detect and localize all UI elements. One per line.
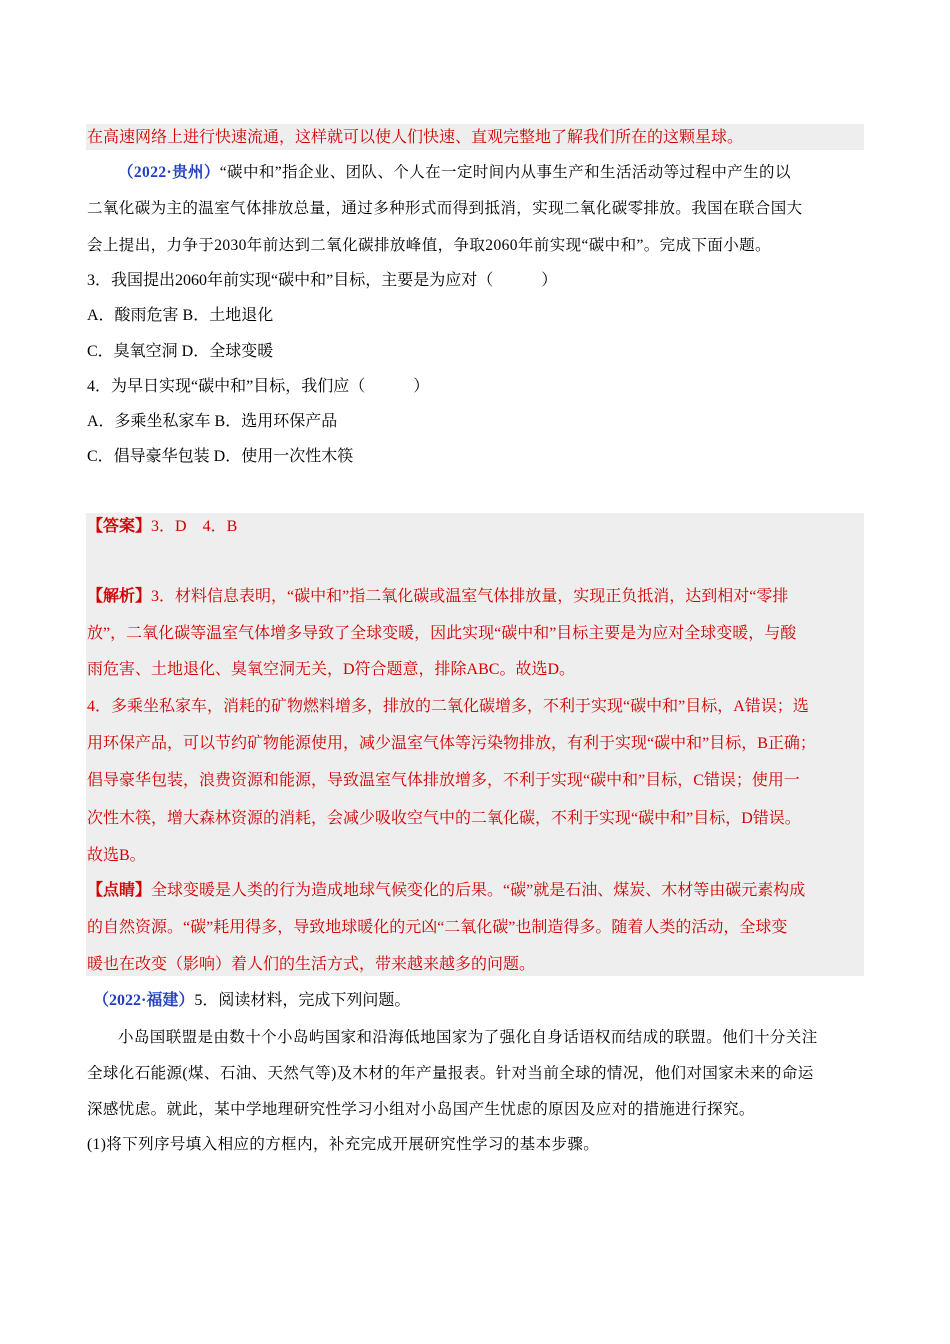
analysis-line-8: 故选B。 <box>87 847 146 864</box>
guizhou-source: （2022·贵州） <box>118 164 220 181</box>
analysis-line-4: 4．多乘坐私家车，消耗的矿物燃料增多，排放的二氧化碳增多，不利于实现“碳中和”目标，A错误；选 <box>87 698 809 715</box>
guizhou-intro-line-1 <box>118 162 791 184</box>
comment-line-1 <box>87 880 805 902</box>
answer-text: 3．D 4．B <box>151 518 238 535</box>
question-4-options-ab: A．多乘坐私家车 B．选用环保产品 <box>87 413 338 430</box>
analysis-line-5: 用环保产品，可以节约矿物能源使用，减少温室气体等污染物排放，有利于实现“碳中和”目标，B正确； <box>87 735 816 752</box>
comment-text-1: 全球变暖是人类的行为造成地球气候变化的后果。“碳”就是石油、煤炭、木材等由碳元素构成 <box>151 882 806 899</box>
analysis-line-6: 倡导豪华包装，浪费资源和能源，导致温室气体排放增多，不利于实现“碳中和”目标，C错误；使用一 <box>87 772 800 789</box>
question-4-options-cd: C．倡导豪华包装 D．使用一次性木筷 <box>87 448 354 465</box>
answer-label: 【答案】 <box>87 518 152 535</box>
analysis-line-3: 雨危害、土地退化、臭氧空洞无关，D符合题意，排除ABC。故选D。 <box>87 661 576 678</box>
comment-label: 【点睛】 <box>87 882 152 899</box>
comment-line-3: 暖也在改变（影响）着人们的生活方式，带来越来越多的问题。 <box>87 956 536 973</box>
question-5-stem: 5．阅读材料，完成下列问题。 <box>194 992 411 1009</box>
answer-line <box>87 516 237 538</box>
comment-line-2: 的自然资源。“碳”耗用得多，导致地球暖化的元凶“二氧化碳”也制造得多。随着人类的活动，全球变 <box>87 919 788 936</box>
fujian-source: （2022·福建） <box>93 992 195 1009</box>
analysis-label: 【解析】 <box>87 588 152 605</box>
guizhou-intro-line-3: 会上提出，力争于2030年前达到二氧化碳排放峰值，争取2060年前实现“碳中和”。完成下面小题。 <box>87 237 771 254</box>
question-3-stem: 3．我国提出2060年前实现“碳中和”目标，主要是为应对（ ） <box>87 272 558 289</box>
analysis-text-1: 3．材料信息表明，“碳中和”指二氧化碳或温室气体排放量，实现正负抵消，达到相对“零排 <box>151 588 789 605</box>
guizhou-intro-line-2: 二氧化碳为主的温室气体排放总量，通过多种形式而得到抵消，实现二氧化碳零排放。我国在联合国大 <box>87 200 803 217</box>
top-continuation-text: 在高速网络上进行快速流通，这样就可以使人们快速、直观完整地了解我们所在的这颗星球。 <box>87 129 744 146</box>
analysis-line-1 <box>87 586 788 608</box>
analysis-line-7: 次性木筷，增大森林资源的消耗，会减少吸收空气中的二氧化碳，不利于实现“碳中和”目标，D错误。 <box>87 810 801 827</box>
fujian-question-line <box>93 990 410 1012</box>
fujian-material-line-1: 小岛国联盟是由数十个小岛屿国家和沿海低地国家为了强化自身话语权而结成的联盟。他们十分关注 <box>118 1029 818 1046</box>
guizhou-intro-text-1: “碳中和”指企业、团队、个人在一定时间内从事生产和生活活动等过程中产生的以 <box>219 164 791 181</box>
question-3-options-cd: C．臭氧空洞 D．全球变暖 <box>87 343 274 360</box>
fujian-subquestion-1: (1)将下列序号填入相应的方框内，补充完成开展研究性学习的基本步骤。 <box>87 1136 600 1153</box>
fujian-material-line-3: 深感忧虑。就此，某中学地理研究性学习小组对小岛国产生忧虑的原因及应对的措施进行探究。 <box>87 1101 755 1118</box>
analysis-line-2: 放”，二氧化碳等温室气体增多导致了全球变暖，因此实现“碳中和”目标主要是为应对全球变暖，与酸 <box>87 625 797 642</box>
fujian-material-line-2: 全球化石能源(煤、石油、天然气等)及木材的年产量报表。针对当前全球的情况，他们对国家未来的命运 <box>87 1065 814 1082</box>
question-3-options-ab: A．酸雨危害 B．土地退化 <box>87 307 274 324</box>
question-4-stem: 4．为早日实现“碳中和”目标，我们应（ ） <box>87 378 430 395</box>
